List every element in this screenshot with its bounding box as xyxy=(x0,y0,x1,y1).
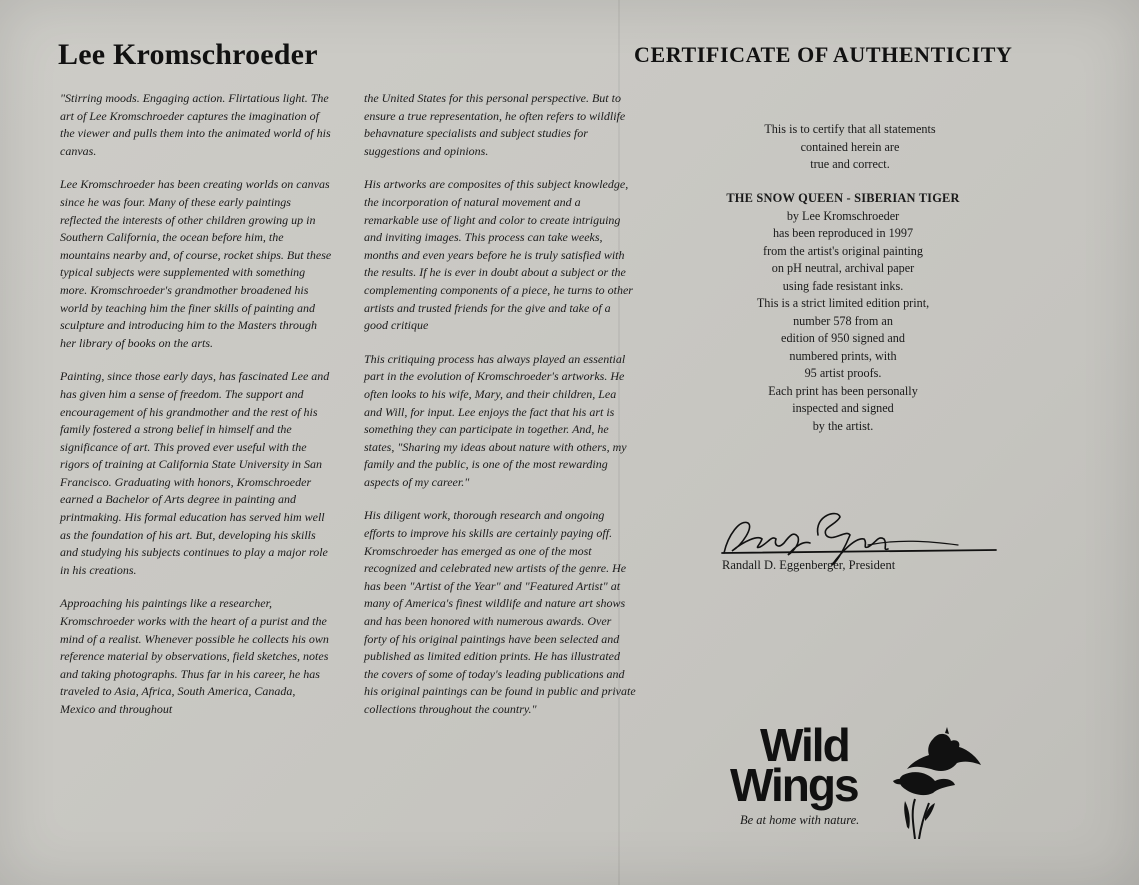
biography-column-1 xyxy=(60,90,332,735)
edition-size-line: edition of 950 signed and xyxy=(781,331,905,345)
edition-line: This is a strict limited edition print, xyxy=(756,296,930,310)
edition-line: has been reproduced in 1997 xyxy=(772,226,914,240)
bio-paragraph: Painting, since those early days, has fascinated Lee and has given him a sense of freedom. The support and encouragement of his grandmother and the rest of his family fostered a strong belief in himself and the significance of art. This proved ever useful with the rigors of training at California State University in San Francisco. Graduating with honors, Kromschroeder earned a Bachelor of Arts degree in painting and printmaking. His formal education has served him well as the foundation of his art. But, developing his skills and studying his subjects continues to play a major role in his creations. xyxy=(60,369,330,577)
edition-line: by Lee Kromschroeder xyxy=(786,208,900,223)
edition-line: using fade resistant inks. xyxy=(782,278,904,293)
biography-column-2 xyxy=(364,90,636,735)
logo-word-wings: Wings xyxy=(730,759,858,811)
certification-statement xyxy=(730,121,970,174)
bio-paragraph: His artworks are composites of this subject knowledge, the incorporation of natural movement and a remarkable use of light and color to create intriguing and inviting images. This process can take weeks, months and even years before he is truly satisfied with the results. If he is ever in doubt about a subject or the complementing components of a piece, he turns to other artists and trusted friends for the give and take of a good critique xyxy=(364,177,633,333)
bio-paragraph: His diligent work, thorough research and ongoing efforts to improve his skills are certainly paying off. Kromschroeder has emerged as one of the most recognized and celebrated new artists of the genre. He has been "Artist of the Year" and "Featured Artist" at many of America's finest wildlife and nature art shows and has been honored with numerous awards. Over forty of his original paintings have been selected and published as limited edition prints. He has illustrated the covers of some of today's leading publications and his original paintings can be found in public and private collections throughout the country." xyxy=(364,508,636,716)
logo-wordmark xyxy=(730,719,858,811)
edition-line: from the artist's original painting xyxy=(763,243,923,258)
edition-line: by the artist. xyxy=(812,418,874,433)
edition-number-line: number 578 from an xyxy=(793,313,893,328)
edition-line: on pH neutral, archival paper xyxy=(771,261,915,275)
artwork-title: THE SNOW QUEEN - SIBERIAN TIGER xyxy=(726,191,960,205)
certification-line: contained herein are xyxy=(800,139,900,154)
bio-paragraph: "Stirring moods. Engaging action. Flirtatious light. The art of Lee Kromschroeder captures the imagination of the viewer and pulls them into the animated world of his canvas. xyxy=(60,91,331,158)
edition-line: Each print has been personally xyxy=(768,383,918,398)
brand-tagline: Be at home with nature. xyxy=(740,813,860,827)
duck-icon xyxy=(885,727,985,839)
certificate-title: CERTIFICATE OF AUTHENTICITY xyxy=(634,42,1013,67)
artist-proofs-line: 95 artist proofs. xyxy=(804,366,882,380)
certification-line: true and correct. xyxy=(810,157,890,171)
edition-line: numbered prints, with xyxy=(789,348,897,363)
bio-paragraph: This critiquing process has always played an essential part in the evolution of Kromschroeder's artworks. He often looks to his wife, Mary, and their children, Lea and Will, for input. Lee enjoys the fact that his art is something they can participate in together. And, he states, "Sharing my ideas about nature with others, my family and the public, is one of the most rewarding aspects of my career." xyxy=(364,351,627,489)
author-name: Lee Kromschroeder xyxy=(58,38,318,71)
bio-paragraph: Approaching his paintings like a researcher, Kromschroeder works with the heart of a purist and the mind of a realist. Whenever possible he collects his own reference material by observations, field sketches, notes and taking photographs. Thus far in his career, he has traveled to Asia, Africa, South America, Canada, Mexico and throughout xyxy=(60,596,329,716)
bio-paragraph: Lee Kromschroeder has been creating worlds on canvas since he was four. Many of these early paintings reflected the interests of other children growing up in Southern California, the ocean before him, the mountains nearby and, of course, rocket ships. But these typical subjects were supplemented with something more. Kromschroeder's grandmother broadened his world by teaching him the finer skills of painting and sculpture and introducing him to the Masters through her library of books on the arts. xyxy=(60,177,332,350)
bio-paragraph: the United States for this personal perspective. But to ensure a true representation, he often refers to wildlife behavnature specialists and subject studies for suggestions and opinions. xyxy=(364,91,626,158)
edition-line: inspected and signed xyxy=(792,401,894,415)
certification-line: This is to certify that all statements xyxy=(764,122,936,136)
logo-word-wild: Wild xyxy=(760,719,849,771)
edition-details xyxy=(700,190,986,435)
signatory-name: Randall D. Eggenberger, President xyxy=(722,558,896,572)
